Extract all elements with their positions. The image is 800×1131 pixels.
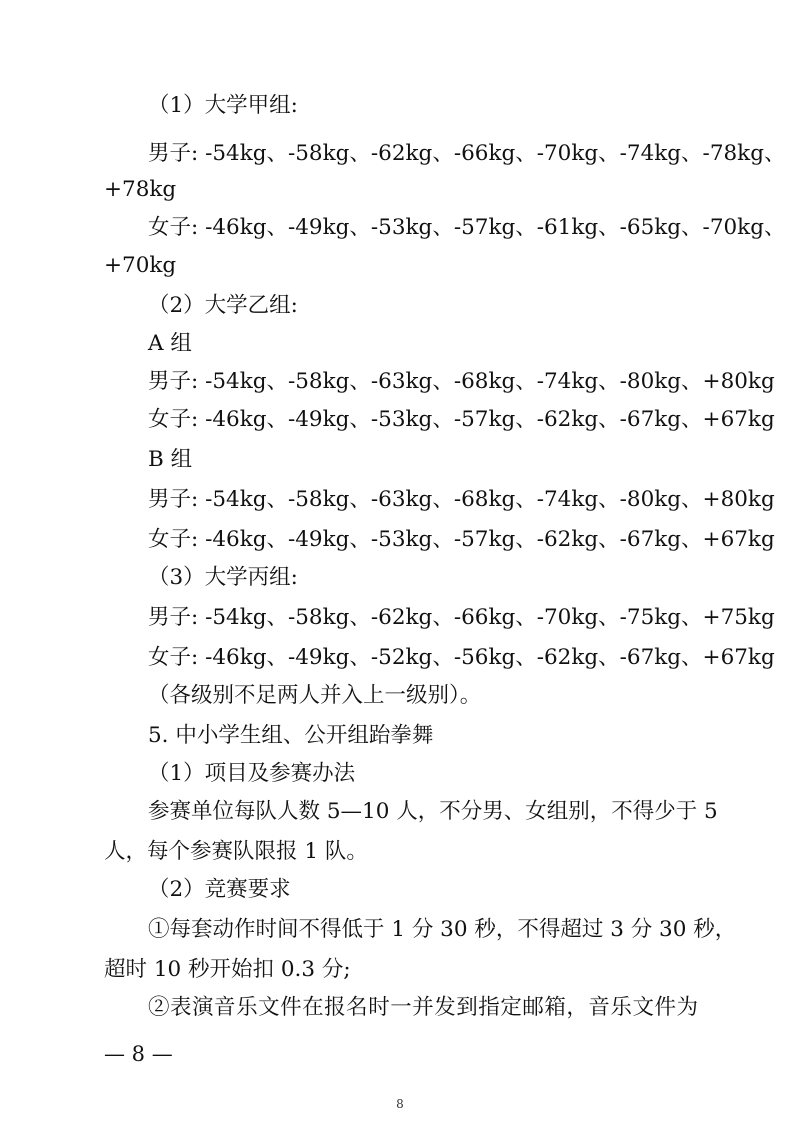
group-heading-c: （3）大学丙组: [148,565,298,590]
paragraph-line: ②表演音乐文件在报名时一并发到指定邮箱，音乐文件为 [148,995,698,1020]
paragraph-line: 参赛单位每队人数 5—10 人，不分男、女组别，不得少于 5 [148,799,718,824]
subgroup-a-label: A 组 [148,331,192,356]
group-heading-b: （2）大学乙组: [148,293,298,318]
paragraph-line: 超时 10 秒开始扣 0.3 分; [104,957,351,982]
female-weight-classes: 女子: -46kg、-49kg、-53kg、-57kg、-61kg、-65kg、-70kg、 [148,215,786,240]
subsection-heading: （1）项目及参赛办法 [148,761,356,786]
subsection-heading: （2）竞赛要求 [148,877,291,902]
page-number: 8 [396,1097,404,1111]
page-footer-label: — 8 — [104,1042,173,1066]
female-weight-classes-cont: +70kg [104,253,177,278]
paragraph-line: ①每套动作时间不得低于 1 分 30 秒，不得超过 3 分 30 秒， [148,917,737,942]
group-heading-a: （1）大学甲组: [148,93,298,118]
section-heading: 5. 中小学生组、公开组跆拳舞 [148,723,434,748]
note-paragraph: （各级别不足两人并入上一级别）。 [148,683,482,708]
subgroup-b-label: B 组 [148,447,193,472]
male-weight-classes: 男子: -54kg、-58kg、-63kg、-68kg、-74kg、-80kg、+80kg [148,487,775,512]
male-weight-classes-cont: +78kg [104,177,177,202]
male-weight-classes: 男子: -54kg、-58kg、-62kg、-66kg、-70kg、-74kg、-78kg、 [148,141,786,166]
male-weight-classes: 男子: -54kg、-58kg、-62kg、-66kg、-70kg、-75kg、+75kg [148,605,775,630]
female-weight-classes: 女子: -46kg、-49kg、-53kg、-57kg、-62kg、-67kg、+67kg [148,407,775,432]
male-weight-classes: 男子: -54kg、-58kg、-63kg、-68kg、-74kg、-80kg、+80kg [148,369,775,394]
paragraph-line: 人，每个参赛队限报 1 队。 [104,839,368,864]
female-weight-classes: 女子: -46kg、-49kg、-52kg、-56kg、-62kg、-67kg、+67kg [148,645,775,670]
female-weight-classes: 女子: -46kg、-49kg、-53kg、-57kg、-62kg、-67kg、+67kg [148,527,775,552]
